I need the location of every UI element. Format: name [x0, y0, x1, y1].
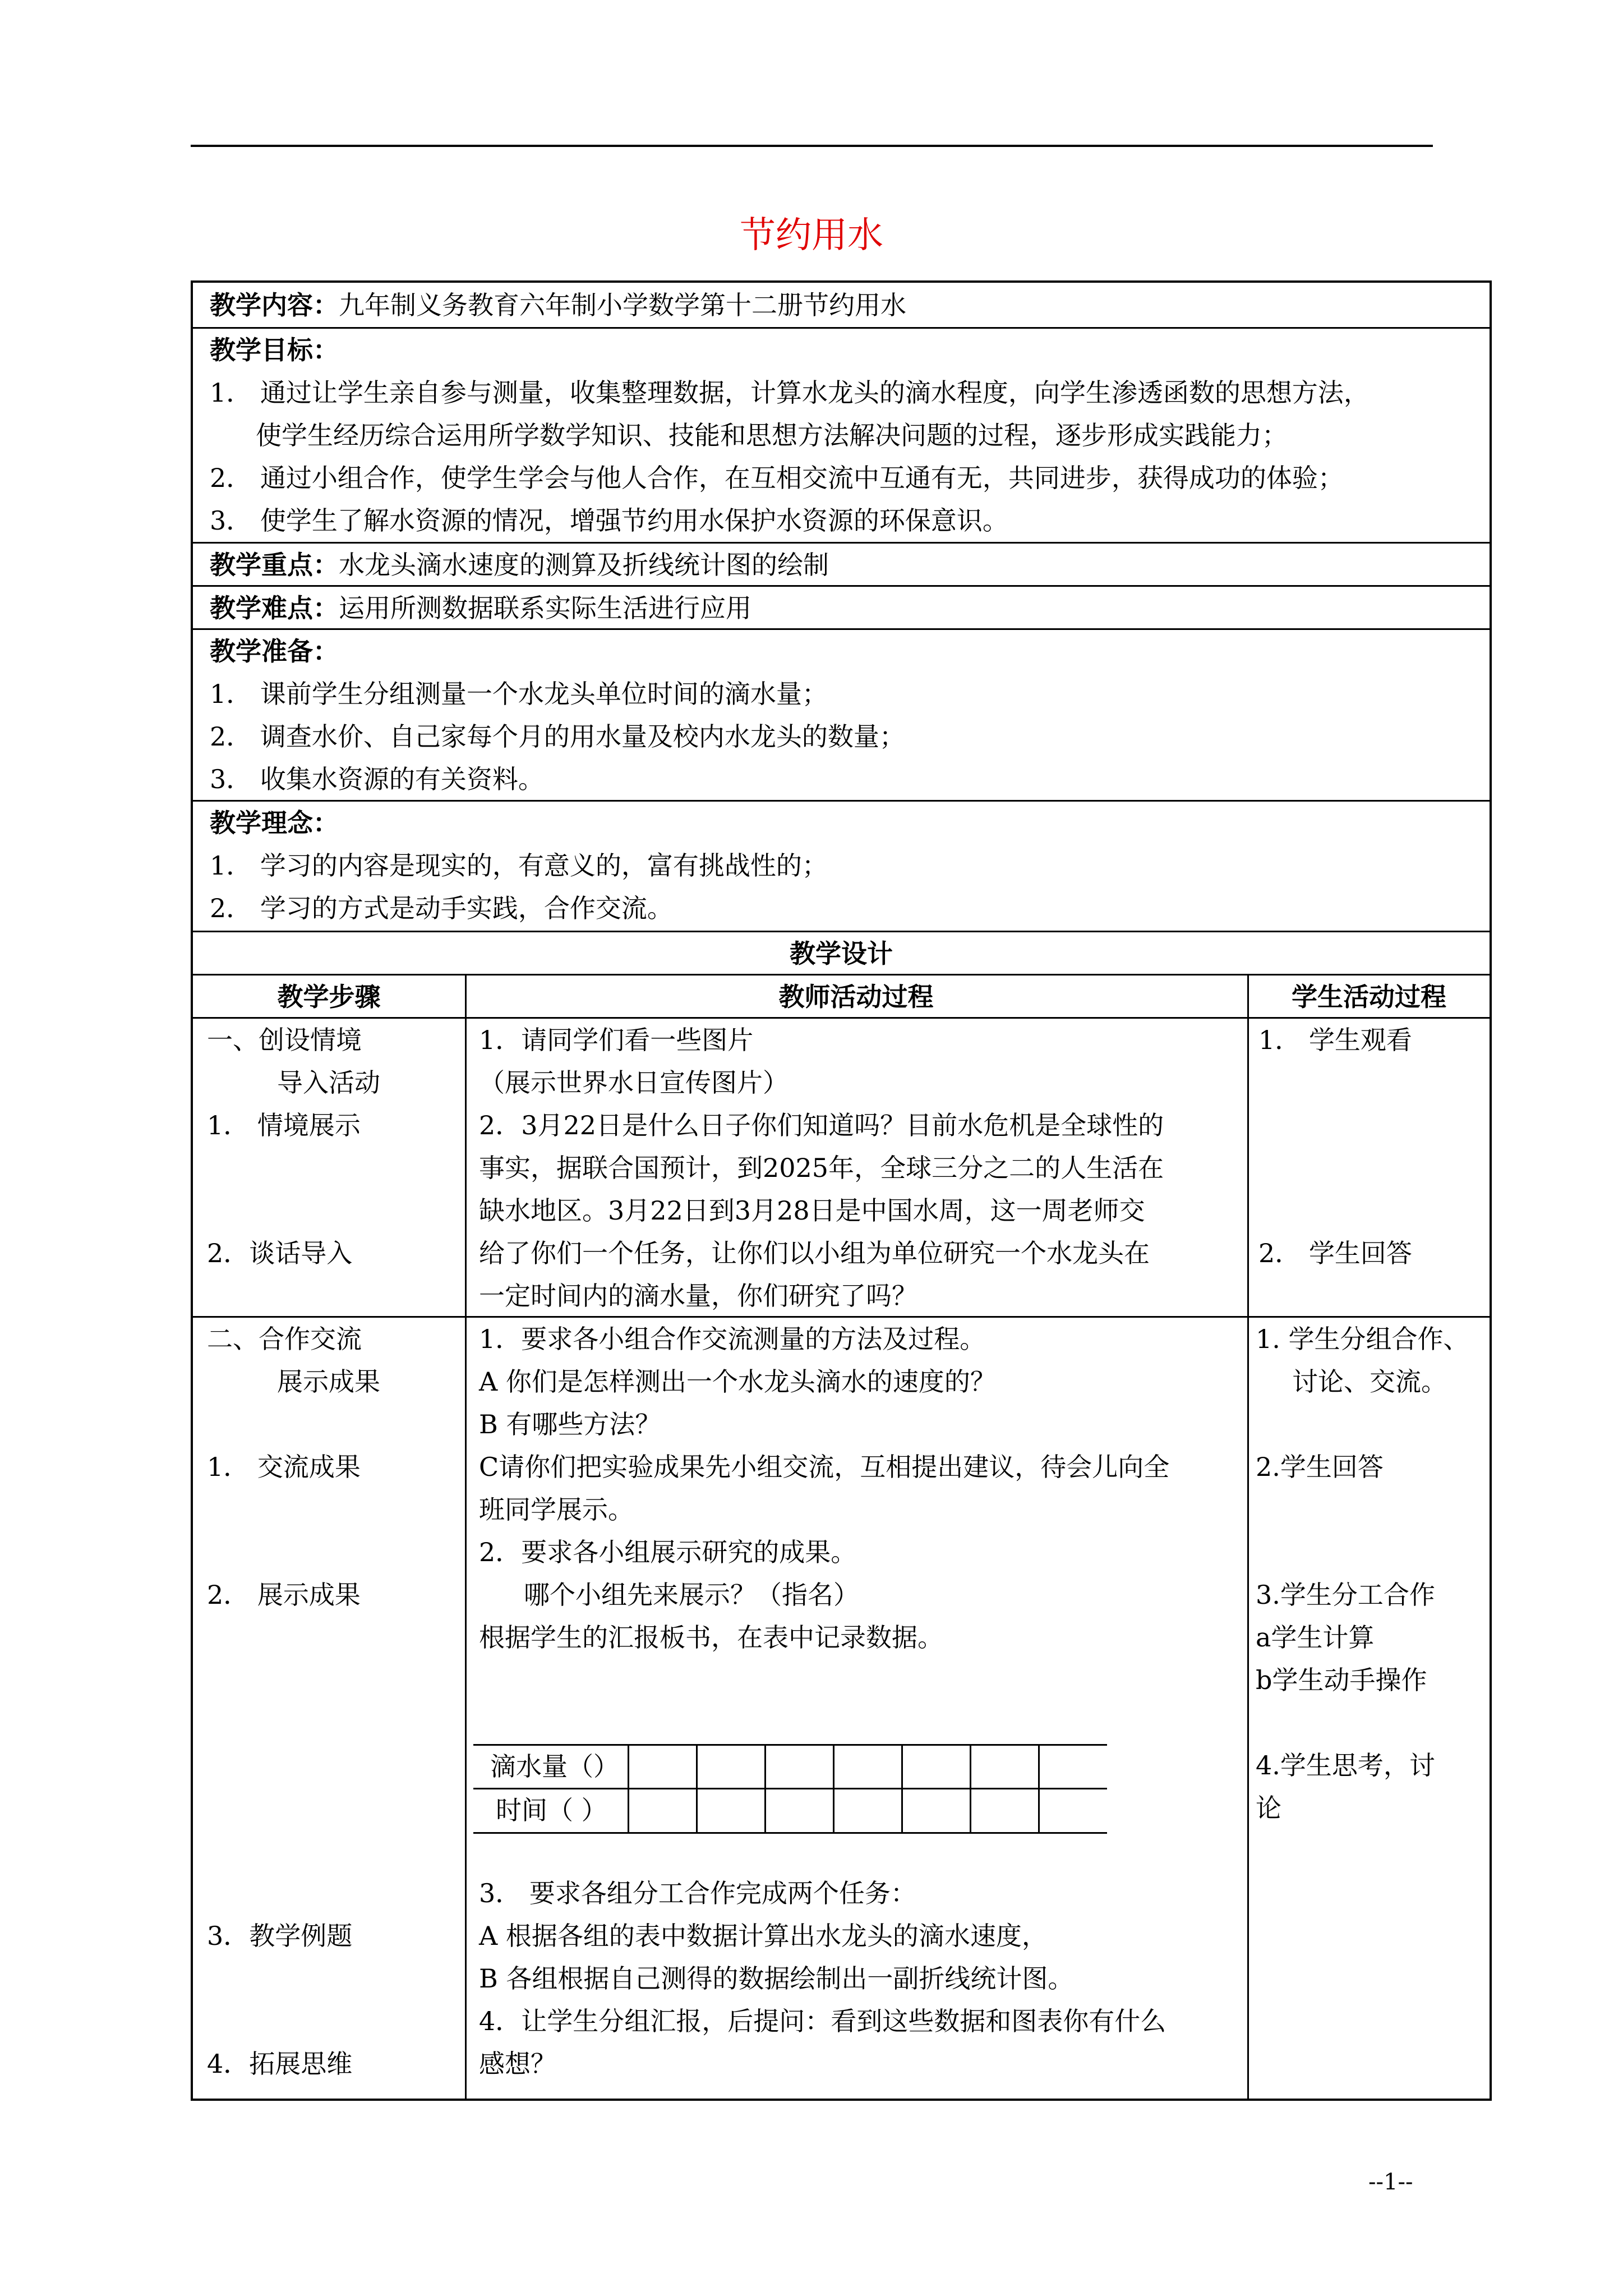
teacher-line: 一定时间内的滴水量，你们研究了吗？ — [479, 1281, 917, 1311]
student-line: 2.学生回答 — [1256, 1452, 1384, 1482]
content-row — [193, 283, 1490, 329]
teacher-line: B 各组根据自己测得的数据绘制出一副折线统计图。 — [479, 1963, 1074, 1994]
content-label: 教学内容： — [210, 290, 339, 320]
student-line: 讨论、交流。 — [1292, 1366, 1447, 1397]
teacher-line: 感想？ — [479, 2049, 556, 2079]
student-line: 1． 学生观看 — [1258, 1025, 1412, 1055]
teacher-line: 2．要求各小组展示研究的成果。 — [479, 1537, 857, 1567]
difficulty-label: 教学难点： — [210, 593, 339, 623]
teacher-line: 2．3月22日是什么日子你们知道吗？目前水危机是全球性的 — [479, 1110, 1164, 1140]
step-label: 4．拓展思维 — [207, 2049, 353, 2079]
goals-row — [193, 329, 1490, 544]
philosophy-line: 1． 学习的内容是现实的，有意义的，富有挑战性的； — [210, 850, 828, 881]
teacher-line: C请你们把实验成果先小组交流，互相提出建议，待会儿向全 — [479, 1452, 1170, 1482]
student-line: a学生计算 — [1256, 1622, 1375, 1653]
design-section-1 — [193, 1019, 1490, 1318]
teacher-line: 事实，据联合国预计，到2025年，全球三分之二的人生活在 — [479, 1153, 1164, 1183]
philosophy-row — [193, 802, 1490, 932]
teacher-line: 根据学生的汇报板书，在表中记录数据。 — [479, 1622, 943, 1653]
design-heading-row — [193, 932, 1490, 976]
teacher-line: （展示世界水日宣传图片） — [479, 1068, 789, 1098]
step-label: 展示成果 — [277, 1366, 380, 1397]
philosophy-label: 教学理念： — [210, 808, 339, 838]
key-point-label: 教学重点： — [210, 550, 339, 580]
preparation-line: 2． 调查水价、自己家每个月的用水量及校内水龙头的数量； — [210, 721, 905, 752]
page-number: --1-- — [1368, 2169, 1413, 2195]
drip-amount-label: 滴水量（） — [490, 1751, 619, 1782]
header-rule — [191, 145, 1433, 147]
student-line: b学生动手操作 — [1256, 1665, 1427, 1695]
goals-label: 教学目标： — [210, 335, 339, 365]
step-label: 3．教学例题 — [207, 1921, 353, 1951]
lesson-plan-table — [191, 280, 1492, 2101]
teacher-line: A 根据各组的表中数据计算出水龙头的滴水速度， — [479, 1921, 1048, 1951]
design-header-row — [193, 976, 1490, 1019]
student-line: 3.学生分工合作 — [1256, 1580, 1435, 1610]
teacher-line: 班同学展示。 — [479, 1494, 634, 1525]
student-line: 2． 学生回答 — [1258, 1238, 1412, 1268]
step-label: 2．谈话导入 — [207, 1238, 353, 1268]
teacher-line: 3． 要求各组分工合作完成两个任务： — [479, 1878, 916, 1908]
teacher-line: 1．请同学们看一些图片 — [479, 1025, 754, 1055]
drip-data-table — [473, 1744, 1107, 1834]
design-heading: 教学设计 — [790, 938, 893, 969]
teacher-line: 给了你们一个任务，让你们以小组为单位研究一个水龙头在 — [479, 1238, 1150, 1268]
content-text: 九年制义务教育六年制小学数学第十二册节约用水 — [339, 290, 906, 320]
key-point-row — [193, 544, 1490, 587]
header-teacher: 教师活动过程 — [778, 982, 934, 1012]
goal-line: 3． 使学生了解水资源的情况，增强节约用水保护水资源的环保意识。 — [210, 505, 1008, 536]
preparation-row — [193, 630, 1490, 802]
student-line: 论 — [1256, 1793, 1281, 1823]
goal-line: 使学生经历综合运用所学数学知识、技能和思想方法解决问题的过程，逐步形成实践能力； — [256, 420, 1288, 450]
difficulty-row — [193, 587, 1490, 630]
step-label: 导入活动 — [277, 1068, 380, 1098]
design-section-2 — [193, 1318, 1490, 2099]
teacher-line: 缺水地区。3月22日到3月28日是中国水周，这一周老师交 — [479, 1195, 1145, 1226]
goal-line: 2． 通过小组合作，使学生学会与他人合作，在互相交流中互通有无，共同进步，获得成功的体验； — [210, 463, 1344, 493]
step-label: 1． 情境展示 — [207, 1110, 361, 1140]
teacher-line: 4．让学生分组汇报，后提问：看到这些数据和图表你有什么 — [479, 2006, 1166, 2036]
header-student: 学生活动过程 — [1292, 982, 1446, 1012]
teacher-line: 哪个小组先来展示？（指名） — [524, 1580, 859, 1610]
time-label: 时间（ ） — [496, 1795, 607, 1825]
preparation-label: 教学准备： — [210, 636, 339, 666]
difficulty-text: 运用所测数据联系实际生活进行应用 — [339, 593, 751, 623]
preparation-line: 1． 课前学生分组测量一个水龙头单位时间的滴水量； — [210, 679, 828, 709]
teacher-line: B 有哪些方法？ — [479, 1409, 661, 1439]
step-label: 二、合作交流 — [207, 1324, 362, 1354]
step-label: 2． 展示成果 — [207, 1580, 361, 1610]
header-steps: 教学步骤 — [277, 982, 381, 1012]
teacher-line: 1．要求各小组合作交流测量的方法及过程。 — [479, 1324, 986, 1354]
teacher-line: A 你们是怎样测出一个水龙头滴水的速度的？ — [479, 1366, 996, 1397]
preparation-line: 3． 收集水资源的有关资料。 — [210, 764, 544, 794]
step-label: 一、创设情境 — [207, 1025, 362, 1055]
goal-line: 1． 通过让学生亲自参与测量，收集整理数据，计算水龙头的滴水程度，向学生渗透函数的思想方法， — [210, 378, 1370, 408]
student-line: 1. 学生分组合作、 — [1256, 1324, 1469, 1354]
page-title: 节约用水 — [740, 215, 883, 256]
philosophy-line: 2． 学习的方式是动手实践，合作交流。 — [210, 893, 673, 923]
student-line: 4.学生思考，讨 — [1256, 1750, 1435, 1780]
key-point-text: 水龙头滴水速度的测算及折线统计图的绘制 — [339, 550, 829, 580]
step-label: 1． 交流成果 — [207, 1452, 361, 1482]
